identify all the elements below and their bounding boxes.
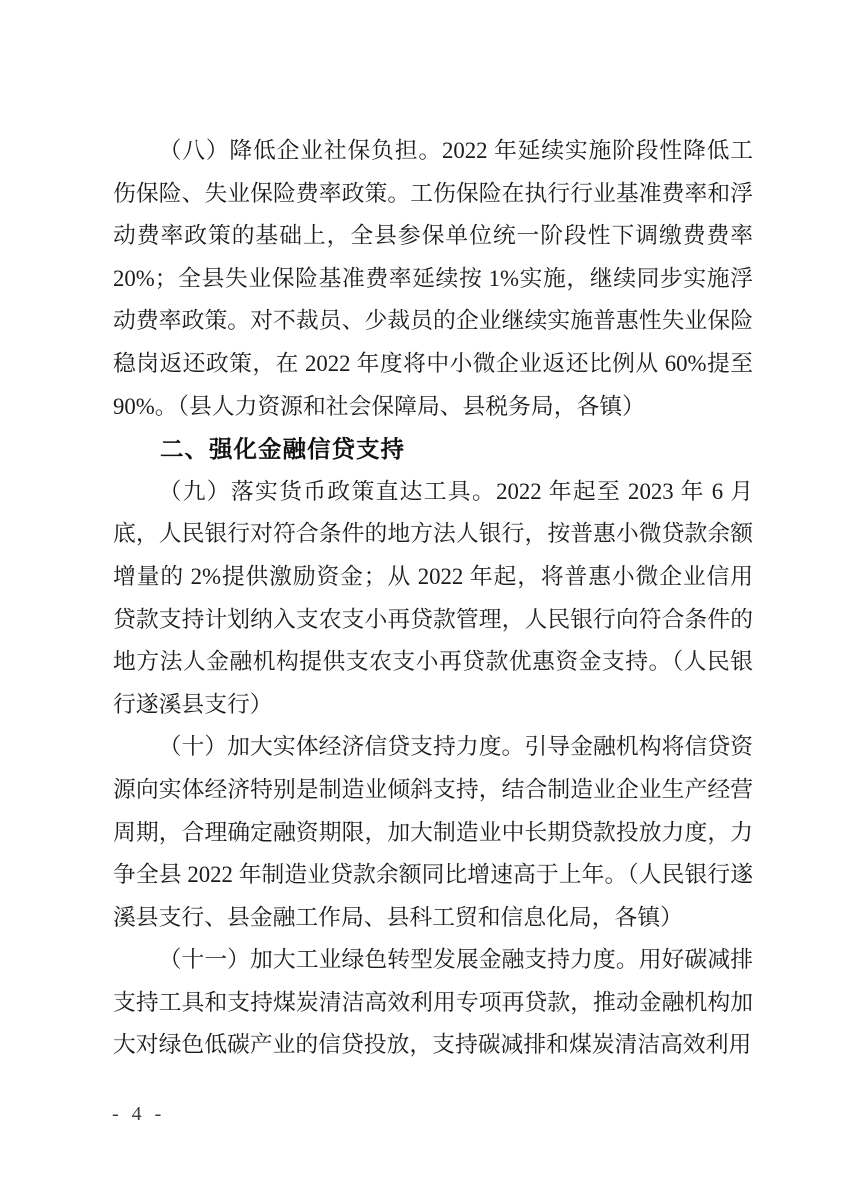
paragraph-item-9: （九）落实货币政策直达工具。2022 年起至 2023 年 6 月底，人民银行对符合条件的地方法人银行，按普惠小微贷款余额增量的 2%提供激励资金；从 2022 年起，将普惠小微企业信用贷款支持计划纳入支农支小再贷款管理，人民银行向符合条件的地方法人金融机构提供支农支小再贷款优惠资金支持。（人民银行遂溪县支行） (113, 478, 753, 717)
paragraph-item-10: （十）加大实体经济信贷支持力度。引导金融机构将信贷资源向实体经济特别是制造业倾斜支持，结合制造业企业生产经营周期，合理确定融资期限，加大制造业中长期贷款投放力度，力争全县 2022 年制造业贷款余额同比增速高于上年。（人民银行遂溪县支行、县金融工作局、县科工贸和信息化局，各镇） (113, 734, 753, 930)
document-body (113, 130, 753, 1067)
page-number: - 4 - (112, 1103, 166, 1125)
section-heading-2: 二、强化金融信贷支持 (160, 436, 405, 463)
paragraph-item-8: （八）降低企业社保负担。2022 年延续实施阶段性降低工伤保险、失业保险费率政策。工伤保险在执行行业基准费率和浮动费率政策的基础上，全县参保单位统一阶段性下调缴费费率 20%；全县失业保险基准费率延续按 1%实施，继续同步实施浮动费率政策。对不裁员、少裁员的企业继续实施普惠性失业保险稳岗返还政策，在 2022 年度将中小微企业返还比例从 60%提至 90%。（县人力资源和社会保障局、县税务局，各镇） (113, 138, 753, 419)
paragraph-item-11: （十一）加大工业绿色转型发展金融支持力度。用好碳减排支持工具和支持煤炭清洁高效利用专项再贷款，推动金融机构加大对绿色低碳产业的信贷投放，支持碳减排和煤炭清洁高效利用 (113, 947, 753, 1058)
